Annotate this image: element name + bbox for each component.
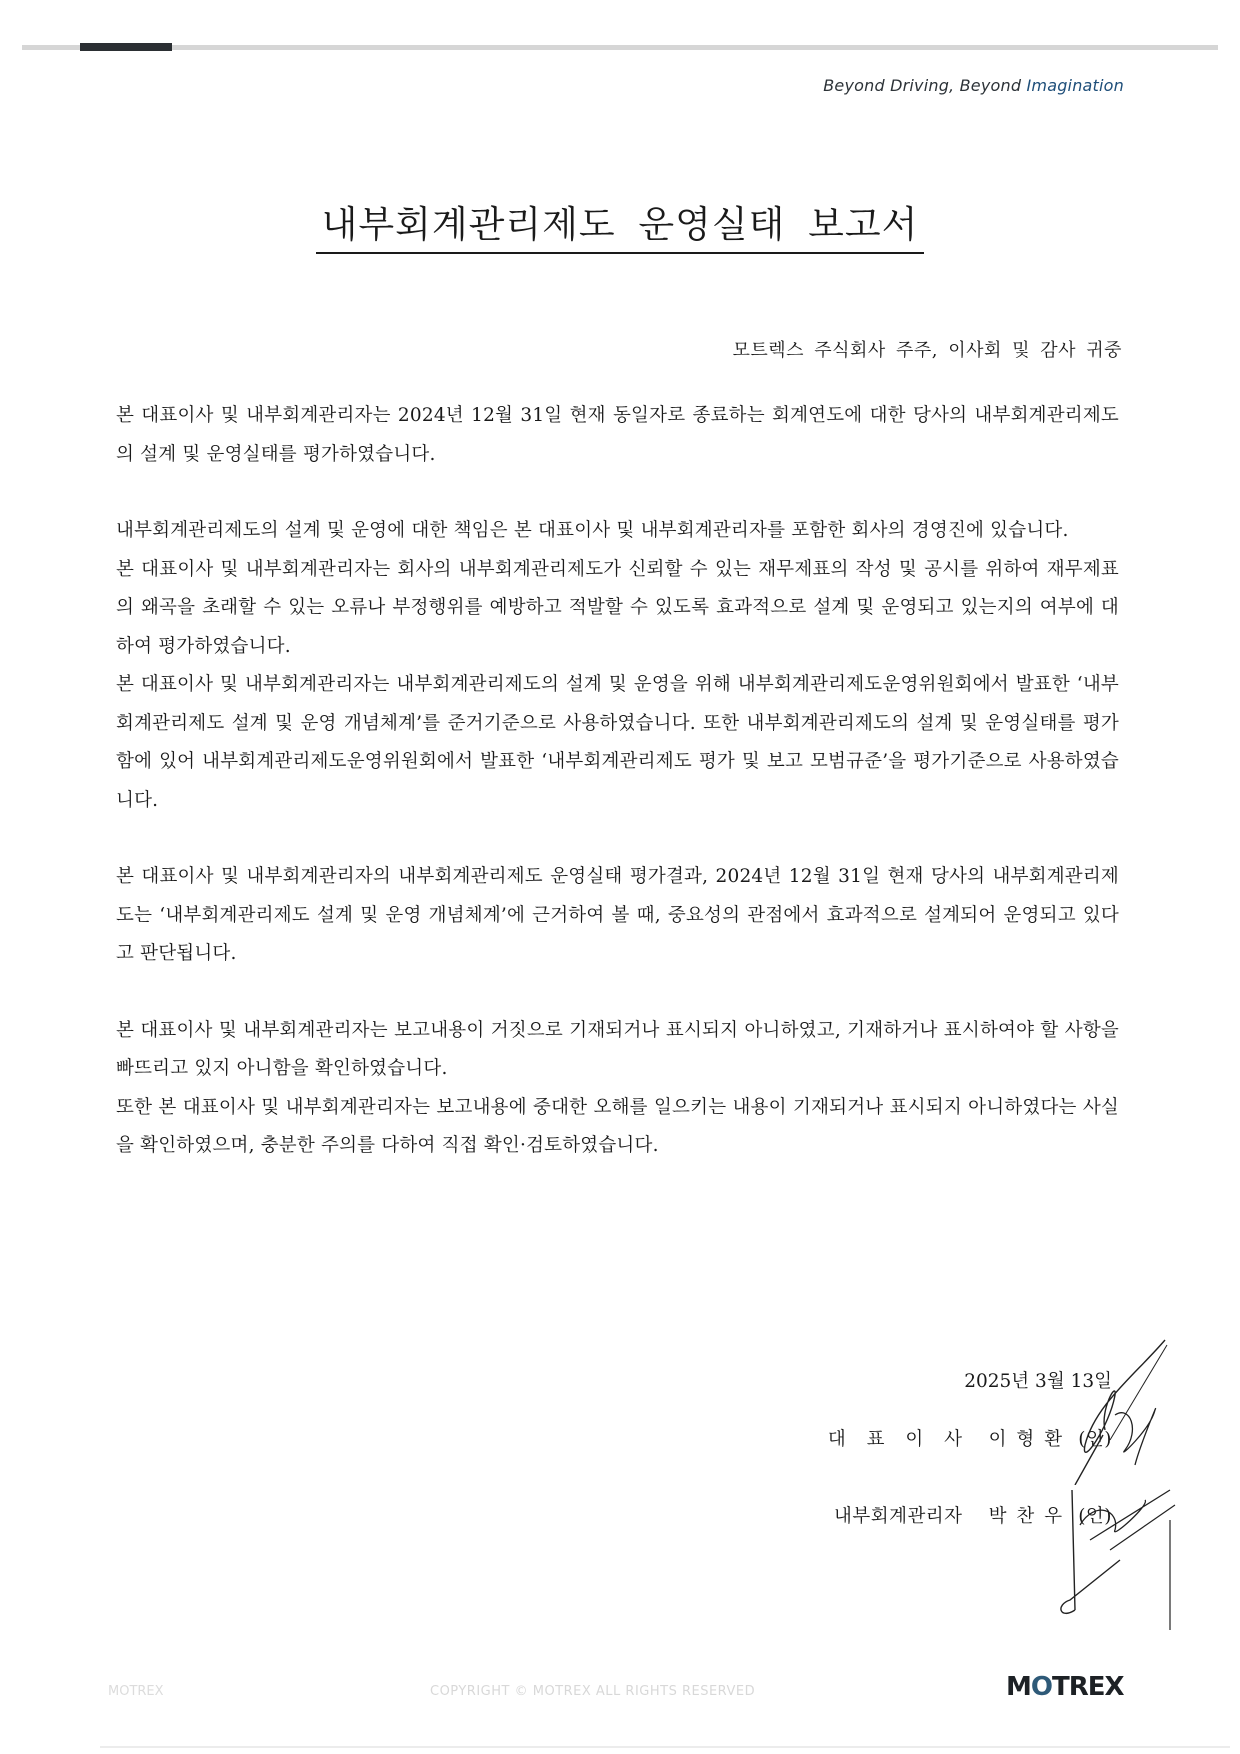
signatory-name: 이형환: [988, 1429, 1073, 1450]
footer-page-label: MOTREX: [108, 1684, 164, 1699]
header-rule-accent: [80, 43, 172, 51]
paragraph-evaluation: 본 대표이사 및 내부회계관리자는 회사의 내부회계관리제도가 신뢰할 수 있는 재무제표의 작성 및 공시를 위하여 재무제표의 왜곡을 초래할 수 있는 오류나 부정행위를 예방하고 적발할 수 있도록 효과적으로 설계 및 운영되고 있는지의 여부에 대하여 평가하였습니다.: [116, 558, 1119, 657]
logo-letter: M: [1006, 1672, 1031, 1702]
signatory-role: 대 표 이 사: [827, 1429, 963, 1450]
signatory-name: 박찬우: [988, 1506, 1073, 1527]
report-date: 2025년 3월 13일: [964, 1371, 1112, 1392]
footer-copyright: COPYRIGHT © MOTREX ALL RIGHTS RESERVED: [430, 1684, 756, 1699]
addressee: 모트렉스 주식회사 주주, 이사회 및 감사 귀중: [732, 340, 1122, 361]
seal-mark: (인): [1078, 1429, 1112, 1450]
tagline-accent-text: Imagination: [1026, 76, 1124, 95]
paragraph-criteria: 본 대표이사 및 내부회계관리자는 내부회계관리제도의 설계 및 운영을 위해 내부회계관리제도운영위원회에서 발표한 ‘내부회계관리제도 설계 및 운영 개념체계’를 준거기준으로 사용하였습니다. 또한 내부회계관리제도의 설계 및 운영실태를 평가함에 있어 내부회계관리제도운영위원회에서 발표한 ‘내부회계관리제도 평가 및 보고 모범규준’을 평가기준으로 사용하였습니다.: [116, 674, 1119, 811]
paragraph-scope: 본 대표이사 및 내부회계관리자는 2024년 12월 31일 현재 동일자로 종료하는 회계연도에 대한 당사의 내부회계관리제도의 설계 및 운영실태를 평가하였습니다.: [116, 405, 1119, 465]
paragraph-confirmation-1: 본 대표이사 및 내부회계관리자는 보고내용이 거짓으로 기재되거나 표시되지 아니하였고, 기재하거나 표시하여야 할 사항을 빠뜨리고 있지 아니함을 확인하였습니다.: [116, 1019, 1119, 1079]
footer-rule: [100, 1746, 1230, 1748]
logo-letters: TREX: [1051, 1672, 1124, 1702]
document-title-wrap: [0, 194, 1240, 254]
header-rule: [22, 45, 1218, 50]
brand-tagline: [823, 76, 1124, 95]
paragraph-confirmation-2: 또한 본 대표이사 및 내부회계관리자는 보고내용에 중대한 오해를 일으키는 내용이 기재되거나 표시되지 아니하였다는 사실을 확인하였으며, 충분한 주의를 다하여 직접 확인·검토하였습니다.: [116, 1096, 1119, 1156]
motrex-logo: [1006, 1672, 1124, 1702]
signatory-ceo: [828, 1425, 1112, 1451]
paragraph-responsibility: 내부회계관리제도의 설계 및 운영에 대한 책임은 본 대표이사 및 내부회계관리자를 포함한 회사의 경영진에 있습니다.: [116, 520, 1069, 541]
paragraph-conclusion: 본 대표이사 및 내부회계관리자의 내부회계관리제도 운영실태 평가결과, 2024년 12월 31일 현재 당사의 내부회계관리제도는 ‘내부회계관리제도 설계 및 운영 개념체계’에 근거하여 볼 때, 중요성의 관점에서 효과적으로 설계되어 운영되고 있다고 판단됩니다.: [116, 866, 1119, 964]
logo-letter-accent: O: [1030, 1672, 1052, 1702]
signatory-role: 내부회계관리자: [833, 1506, 963, 1527]
signatory-icfr-officer: [834, 1502, 1112, 1528]
document-body: [116, 397, 1119, 1166]
document-title: 내부회계관리제도 운영실태 보고서: [316, 194, 925, 254]
signature-ceo-icon: [1055, 1335, 1175, 1485]
seal-mark: (인): [1078, 1506, 1112, 1527]
tagline-text: Beyond Driving, Beyond: [823, 76, 1027, 95]
